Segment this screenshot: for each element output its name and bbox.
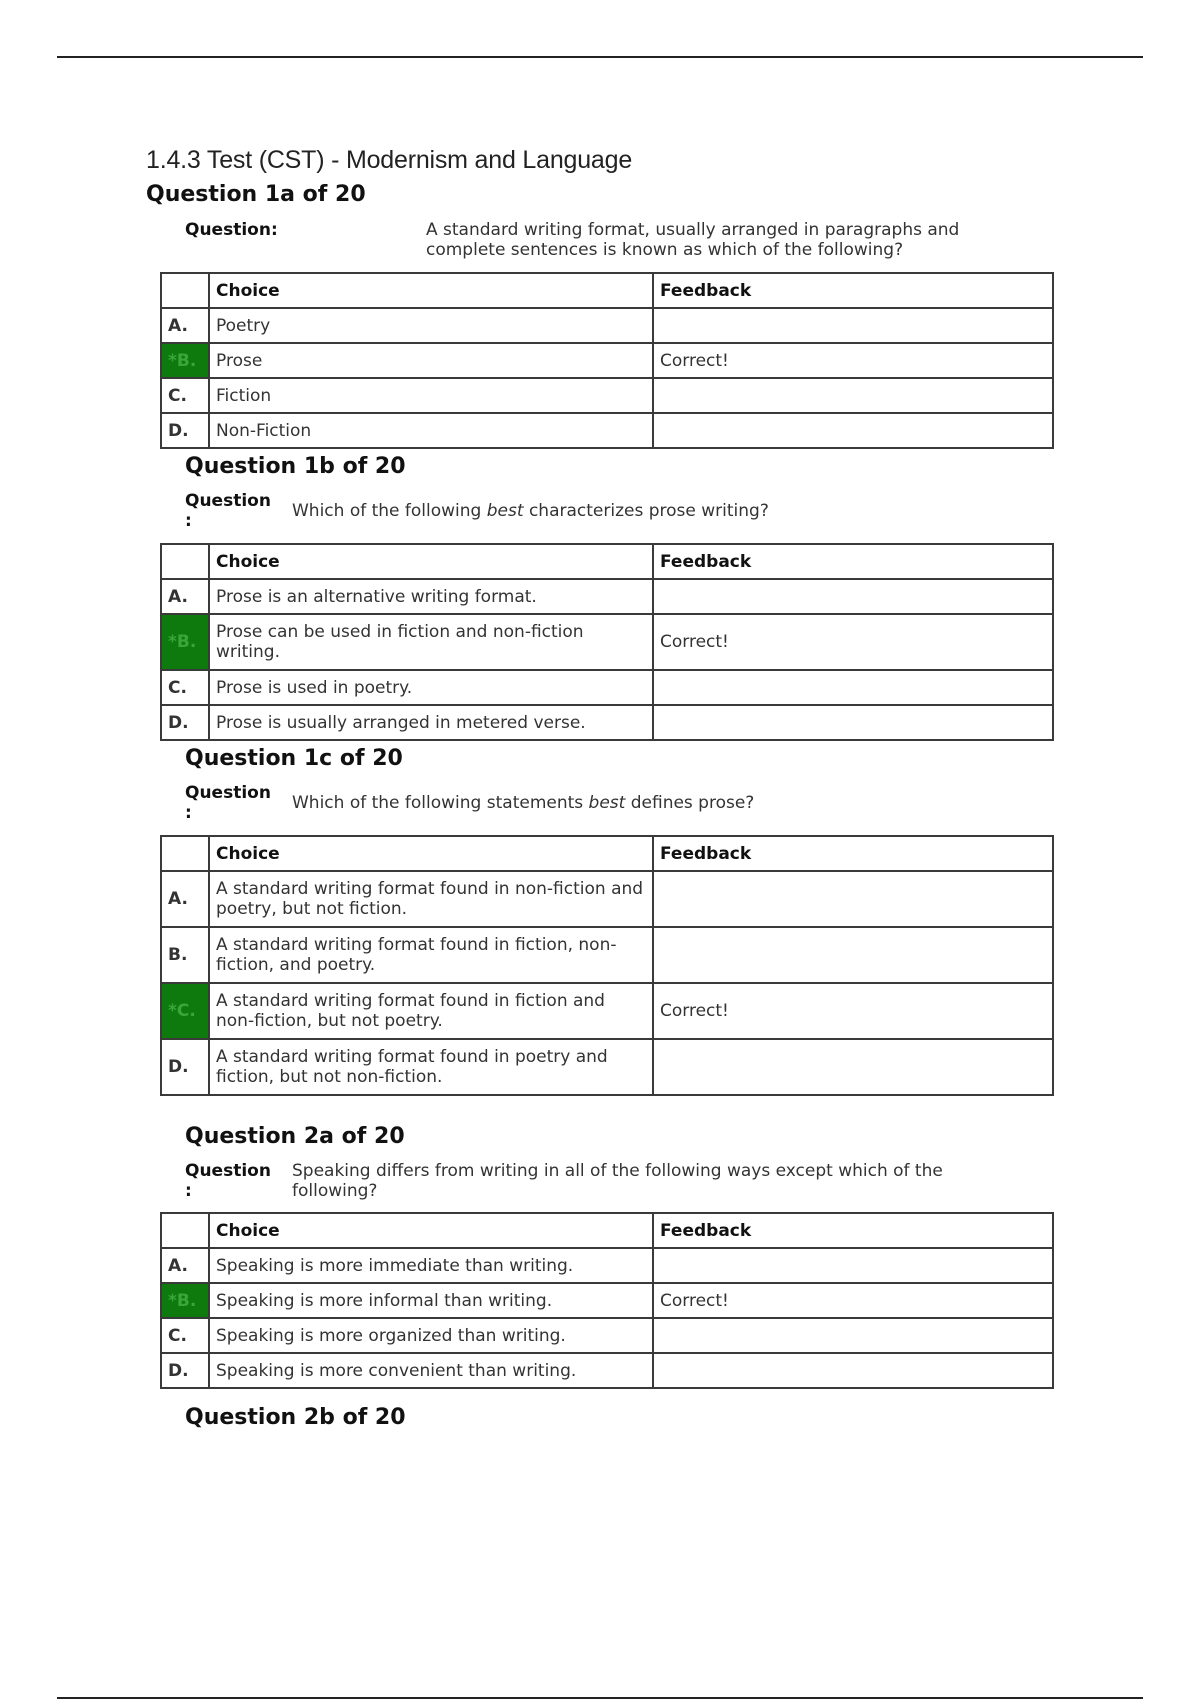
correct-marker: *B. bbox=[168, 632, 197, 652]
question-text-emphasis: best bbox=[486, 501, 524, 521]
choice-text: Prose is an alternative writing format. bbox=[209, 579, 653, 614]
choice-letter: D. bbox=[161, 1039, 209, 1095]
correct-marker: *B. bbox=[168, 350, 197, 371]
choice-letter: D. bbox=[161, 1353, 209, 1388]
choice-row bbox=[161, 378, 1053, 413]
choice-letter: A. bbox=[161, 871, 209, 927]
question-heading-2b: Question 2b of 20 bbox=[185, 1405, 406, 1430]
choice-row bbox=[161, 1353, 1053, 1388]
choice-letter: D. bbox=[161, 413, 209, 448]
choice-feedback bbox=[653, 1248, 1053, 1283]
choice-feedback bbox=[653, 1353, 1053, 1388]
choices-table-1a bbox=[160, 272, 1054, 449]
question-label-word: Question bbox=[185, 491, 271, 511]
header-rule bbox=[57, 56, 1143, 58]
choice-row bbox=[161, 413, 1053, 448]
question-label-2a bbox=[185, 1161, 285, 1201]
feedback-header: Feedback bbox=[653, 544, 1053, 579]
choice-letter: A. bbox=[161, 579, 209, 614]
choices-table-2a bbox=[160, 1212, 1054, 1389]
letter-header bbox=[161, 836, 209, 871]
question-label-word: Question bbox=[185, 1161, 271, 1181]
question-label-1a: Question: bbox=[185, 220, 278, 240]
question-label-word: Question bbox=[185, 783, 271, 803]
choice-letter-correct bbox=[161, 614, 209, 670]
question-heading-2a: Question 2a of 20 bbox=[185, 1124, 405, 1149]
choice-feedback: Correct! bbox=[653, 343, 1053, 378]
choice-feedback: Correct! bbox=[653, 614, 1053, 670]
feedback-header: Feedback bbox=[653, 273, 1053, 308]
choice-letter: C. bbox=[161, 378, 209, 413]
choice-header: Choice bbox=[209, 544, 653, 579]
table-header-row bbox=[161, 544, 1053, 579]
choice-row bbox=[161, 927, 1053, 983]
choice-feedback: Correct! bbox=[653, 983, 1053, 1039]
document-title: 1.4.3 Test (CST) - Modernism and Language bbox=[146, 146, 633, 174]
question-text-emphasis: best bbox=[588, 793, 626, 813]
choice-text: Speaking is more immediate than writing. bbox=[209, 1248, 653, 1283]
choice-row-correct bbox=[161, 983, 1053, 1039]
question-text-1b bbox=[292, 501, 1052, 521]
choice-header: Choice bbox=[209, 273, 653, 308]
choice-feedback bbox=[653, 670, 1053, 705]
choice-header: Choice bbox=[209, 1213, 653, 1248]
choice-row bbox=[161, 871, 1053, 927]
table-header-row bbox=[161, 836, 1053, 871]
question-heading-1a: Question 1a of 20 bbox=[146, 182, 366, 207]
choice-letter: A. bbox=[161, 308, 209, 343]
choice-text: Speaking is more convenient than writing. bbox=[209, 1353, 653, 1388]
question-text-1a: A standard writing format, usually arranged in paragraphs and complete sentences is known as which of the following? bbox=[426, 220, 960, 260]
feedback-header: Feedback bbox=[653, 1213, 1053, 1248]
choice-feedback bbox=[653, 1039, 1053, 1095]
question-text-part: characterizes prose writing? bbox=[523, 501, 769, 521]
table-header-row bbox=[161, 273, 1053, 308]
choice-text: Prose can be used in fiction and non-fiction writing. bbox=[209, 614, 653, 670]
question-text-part: Which of the following statements bbox=[292, 793, 589, 813]
choice-feedback bbox=[653, 1318, 1053, 1353]
choice-row-correct bbox=[161, 614, 1053, 670]
choice-text: Prose bbox=[209, 343, 653, 378]
choice-letter-correct bbox=[161, 1283, 209, 1318]
choice-letter: B. bbox=[161, 927, 209, 983]
choice-feedback bbox=[653, 705, 1053, 740]
question-label-colon: : bbox=[185, 1181, 192, 1201]
choice-row bbox=[161, 670, 1053, 705]
choice-feedback bbox=[653, 308, 1053, 343]
question-label-colon: : bbox=[185, 511, 192, 531]
choice-letter: D. bbox=[161, 705, 209, 740]
choice-feedback bbox=[653, 871, 1053, 927]
choice-header: Choice bbox=[209, 836, 653, 871]
question-text-1c bbox=[292, 793, 1052, 813]
table-header-row bbox=[161, 1213, 1053, 1248]
footer-rule bbox=[57, 1697, 1143, 1699]
question-label-1b bbox=[185, 491, 285, 531]
question-label-1c bbox=[185, 783, 285, 823]
choice-row-correct bbox=[161, 1283, 1053, 1318]
choice-row-correct bbox=[161, 343, 1053, 378]
choice-feedback: Correct! bbox=[653, 1283, 1053, 1318]
choice-letter: C. bbox=[161, 670, 209, 705]
letter-header bbox=[161, 273, 209, 308]
choice-letter: C. bbox=[161, 1318, 209, 1353]
choice-feedback bbox=[653, 378, 1053, 413]
choices-table-1b bbox=[160, 543, 1054, 741]
choice-row bbox=[161, 308, 1053, 343]
question-label-colon: : bbox=[185, 803, 192, 823]
correct-marker: *C. bbox=[168, 1001, 196, 1021]
choice-letter: A. bbox=[161, 1248, 209, 1283]
letter-header bbox=[161, 544, 209, 579]
question-text-part: defines prose? bbox=[625, 793, 755, 813]
feedback-header: Feedback bbox=[653, 836, 1053, 871]
question-heading-1c: Question 1c of 20 bbox=[185, 746, 403, 771]
choice-row bbox=[161, 705, 1053, 740]
choice-row bbox=[161, 579, 1053, 614]
choice-text: Speaking is more organized than writing. bbox=[209, 1318, 653, 1353]
choice-text: A standard writing format found in poetry and fiction, but not non-fiction. bbox=[209, 1039, 653, 1095]
choice-text: Non-Fiction bbox=[209, 413, 653, 448]
choice-text: A standard writing format found in fiction and non-fiction, but not poetry. bbox=[209, 983, 653, 1039]
choice-feedback bbox=[653, 927, 1053, 983]
choice-row bbox=[161, 1318, 1053, 1353]
question-heading-1b: Question 1b of 20 bbox=[185, 454, 406, 479]
question-text-part: Which of the following bbox=[292, 501, 487, 521]
choice-text: Prose is used in poetry. bbox=[209, 670, 653, 705]
choice-text: Speaking is more informal than writing. bbox=[209, 1283, 653, 1318]
choice-text: A standard writing format found in non-fiction and poetry, but not fiction. bbox=[209, 871, 653, 927]
choice-text: A standard writing format found in fiction, non-fiction, and poetry. bbox=[209, 927, 653, 983]
choice-feedback bbox=[653, 413, 1053, 448]
choice-text: Fiction bbox=[209, 378, 653, 413]
choice-letter-correct bbox=[161, 983, 209, 1039]
choice-text: Poetry bbox=[209, 308, 653, 343]
question-text-2a: Speaking differs from writing in all of the following ways except which of the following? bbox=[292, 1161, 943, 1201]
choices-table-1c bbox=[160, 835, 1054, 1096]
choice-row bbox=[161, 1248, 1053, 1283]
choice-text: Prose is usually arranged in metered verse. bbox=[209, 705, 653, 740]
choice-feedback bbox=[653, 579, 1053, 614]
correct-marker: *B. bbox=[168, 1290, 197, 1311]
choice-row bbox=[161, 1039, 1053, 1095]
letter-header bbox=[161, 1213, 209, 1248]
choice-letter-correct bbox=[161, 343, 209, 378]
